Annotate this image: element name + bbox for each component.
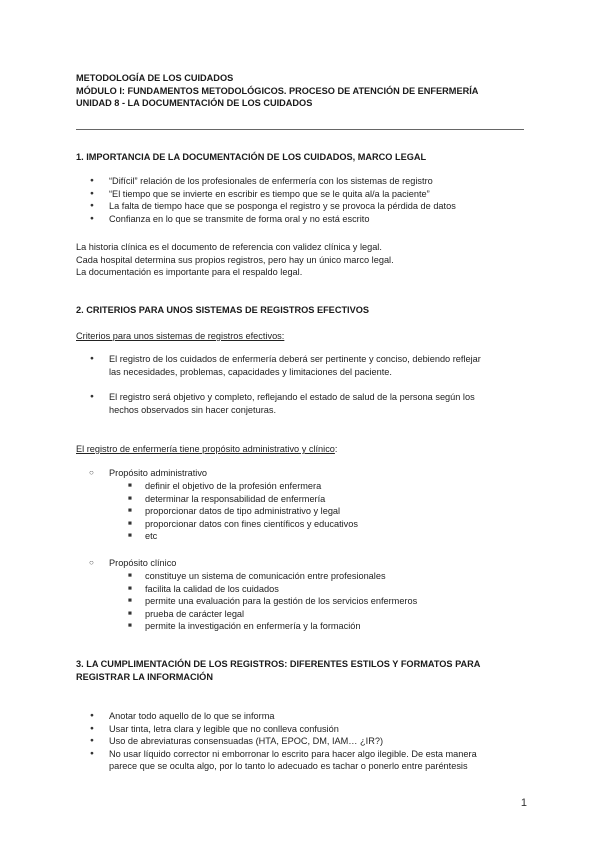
- list-item: ■ etc: [145, 530, 358, 543]
- header-course-title: METODOLOGÍA DE LOS CUIDADOS: [76, 73, 234, 83]
- list-item: ● Anotar todo aquello de lo que se informa: [109, 710, 477, 723]
- list-item: ● Confianza en lo que se transmite de forma oral y no está escrito: [109, 213, 456, 226]
- section-3-title-line: 3. LA CUMPLIMENTACIÓN DE LOS REGISTROS: DIFERENTES ESTILOS Y FORMATOS PARA: [76, 659, 481, 669]
- admin-purpose-label: ○ Propósito administrativo: [109, 467, 207, 480]
- list-item: ■ proporcionar datos con fines científicos y educativos: [145, 518, 358, 531]
- list-item-line: ● El registro será objetivo y completo, reflejando el estado de salud de la persona según los: [109, 392, 475, 402]
- admin-purpose-list: [109, 467, 207, 480]
- purpose-heading: [76, 443, 337, 456]
- section-2-criteria-list: [109, 353, 481, 378]
- list-item-line: ● No usar líquido corrector ni emborronar lo escrito para hacer algo ilegible. De esta manera: [109, 748, 477, 759]
- page-number: 1: [520, 797, 527, 809]
- section-1-bullet-list: [109, 175, 456, 225]
- list-item: ■ determinar la responsabilidad de enfermería: [145, 493, 358, 506]
- list-item: ■ permite una evaluación para la gestión de los servicios enfermeros: [145, 595, 417, 608]
- list-item: ■ constituye un sistema de comunicación entre profesionales: [145, 570, 417, 583]
- paragraph-line: La documentación es importante para el respaldo legal.: [76, 267, 303, 278]
- paragraph-line: La historia clínica es el documento de referencia con validez clínica y legal.: [76, 242, 382, 252]
- section-3-title: [76, 658, 480, 683]
- list-item: ● “El tiempo que se invierte en escribir es tiempo que se le quita al/a la paciente”: [109, 188, 456, 201]
- list-item: ● Uso de abreviaturas consensuadas (HTA, EPOC, DM, IAM… ¿IR?): [109, 735, 477, 748]
- clinical-purpose-list: [109, 557, 176, 570]
- list-item: ● Usar tinta, letra clara y legible que no conlleva confusión: [109, 723, 477, 736]
- list-item-line: hechos observados sin hacer conjeturas.: [109, 404, 277, 415]
- section-3-title-line: REGISTRAR LA INFORMACIÓN: [76, 671, 213, 682]
- list-item: [109, 391, 475, 416]
- purpose-heading-text: El registro de enfermería tiene propósito administrativo y clínico: [76, 444, 335, 454]
- header-divider: [76, 129, 524, 130]
- list-item-line: parece que se oculta algo, por lo tanto lo adecuado es tachar o ponerlo entre paréntesis: [109, 761, 468, 772]
- list-item: ■ prueba de carácter legal: [145, 608, 417, 621]
- purpose-heading-colon: :: [334, 444, 338, 454]
- list-item: [109, 353, 481, 378]
- list-item: ■ permite la investigación en enfermería y la formación: [145, 620, 417, 633]
- list-item: ● “Difícil” relación de los profesionales de enfermería con los sistemas de registro: [109, 175, 456, 188]
- section-2-subtitle: Criterios para unos sistemas de registros efectivos:: [76, 331, 285, 341]
- list-item: ● La falta de tiempo hace que se posponga el registro y se provoca la pérdida de datos: [109, 200, 456, 213]
- header-module-title: MÓDULO I: FUNDAMENTOS METODOLÓGICOS. PROCESO DE ATENCIÓN DE ENFERMERÍA: [76, 85, 479, 96]
- paragraph-line: Cada hospital determina sus propios registros, pero hay un único marco legal.: [76, 254, 394, 265]
- list-item: ■ definir el objetivo de la profesión enfermera: [145, 480, 358, 493]
- section-1-title: 1. IMPORTANCIA DE LA DOCUMENTACIÓN DE LOS CUIDADOS, MARCO LEGAL: [76, 152, 427, 162]
- header-unit-title: UNIDAD 8 - LA DOCUMENTACIÓN DE LOS CUIDADOS: [76, 98, 313, 109]
- list-item: ■ facilita la calidad de los cuidados: [145, 583, 417, 596]
- section-2-criteria-list-2: [109, 391, 475, 416]
- list-item-line: las necesidades, problemas, capacidades y limitaciones del paciente.: [109, 366, 392, 377]
- clinical-purpose-items: [145, 570, 417, 633]
- section-2-title: 2. CRITERIOS PARA UNOS SISTEMAS DE REGISTROS EFECTIVOS: [76, 305, 370, 315]
- list-item-line: ● El registro de los cuidados de enfermería deberá ser pertinente y conciso, debiendo reflejar: [109, 354, 481, 364]
- section-1-paragraph: [76, 241, 394, 279]
- admin-purpose-items: [145, 480, 358, 543]
- document-header: [76, 72, 478, 110]
- clinical-purpose-label: ○ Propósito clínico: [109, 557, 176, 570]
- list-item: [109, 748, 477, 773]
- list-item: ■ proporcionar datos de tipo administrativo y legal: [145, 505, 358, 518]
- section-3-bullet-list: [109, 710, 477, 773]
